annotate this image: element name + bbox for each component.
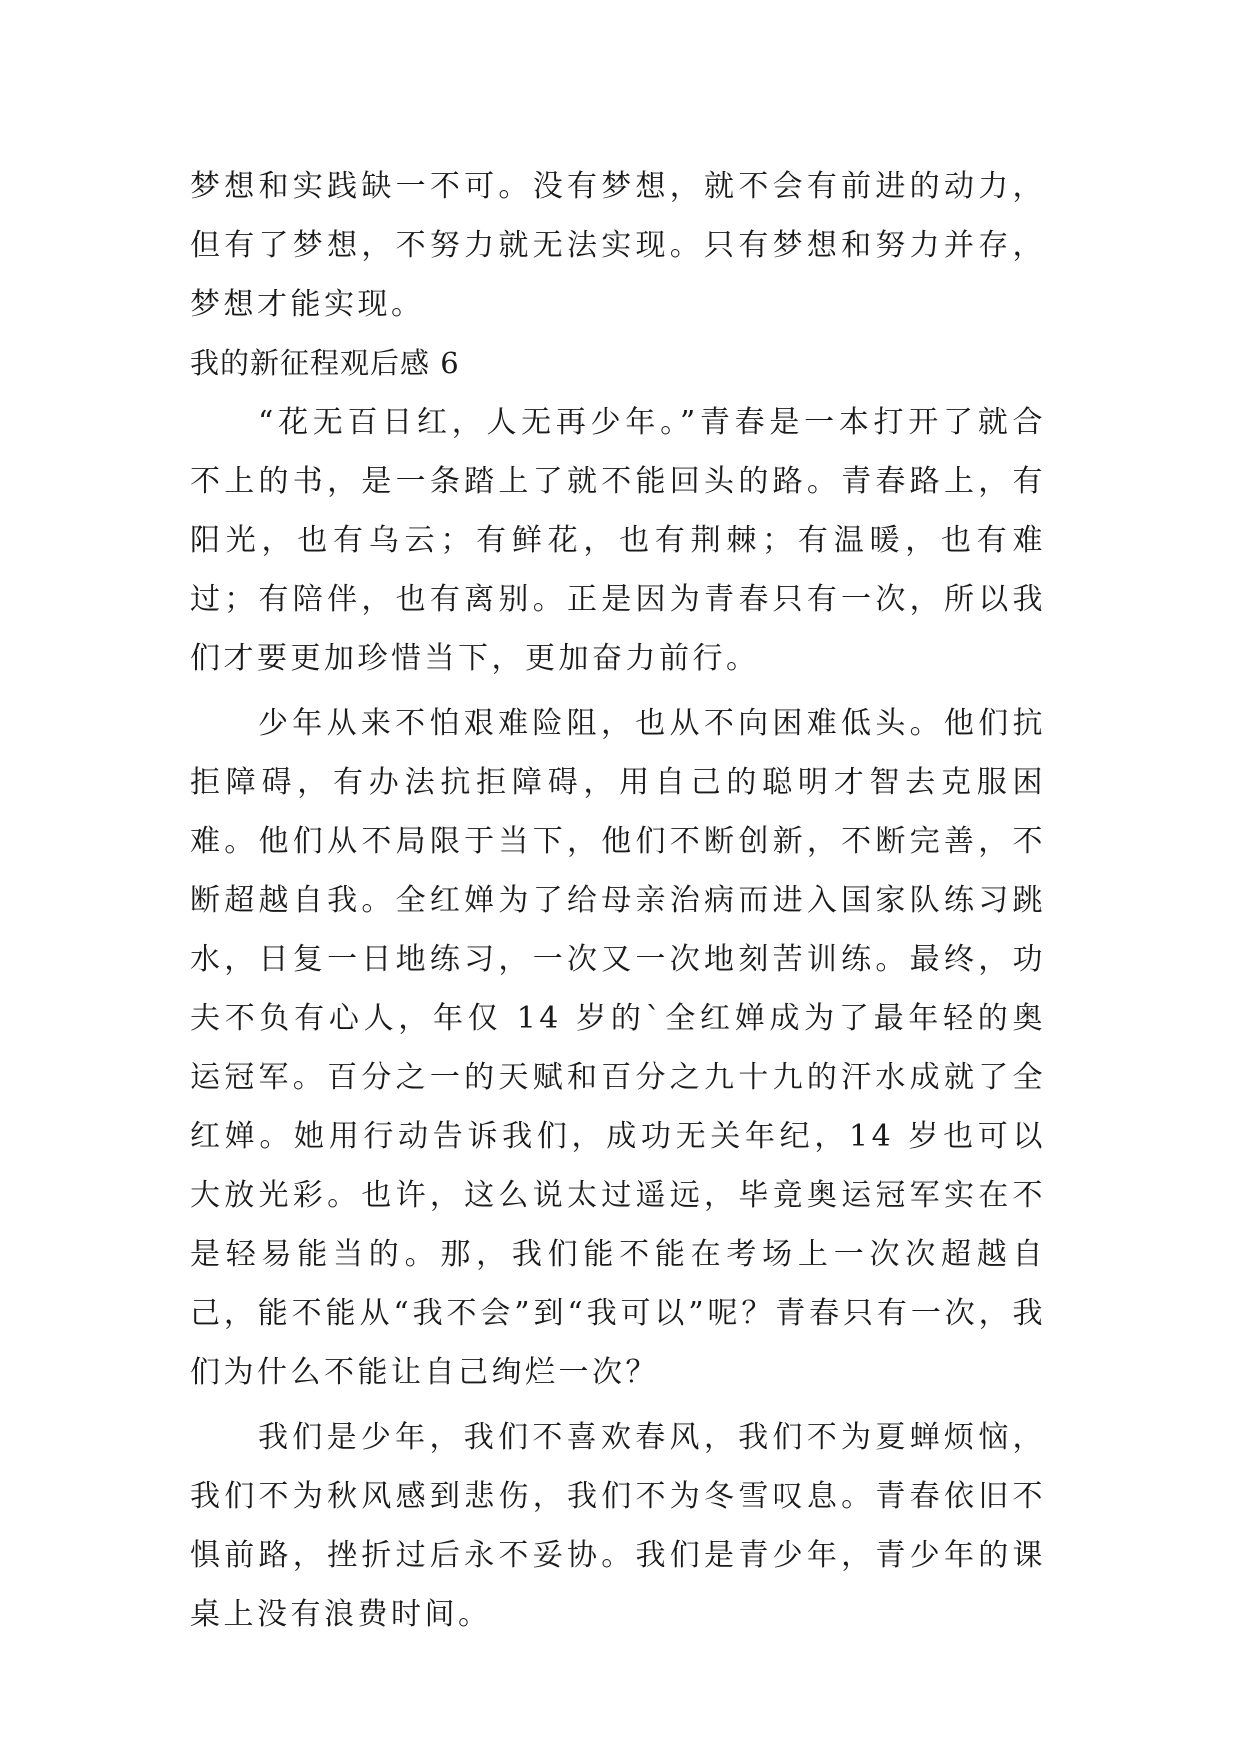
paragraph-we-are-young: 我们是少年，我们不喜欢春风，我们不为夏蝉烦恼，我们不为秋风感到悲伤，我们不为冬雪叹息。青春依旧不惧前路，挫折过后永不妥协。我们是青少年，青少年的课桌上没有浪费时间。 xyxy=(190,1420,1046,1632)
document-body xyxy=(190,157,1046,1644)
paragraph-youth: “花无百日红，人无再少年。”青春是一本打开了就合不上的书，是一条踏上了就不能回头的路。青春路上，有阳光，也有乌云；有鲜花，也有荆棘；有温暖，也有难过；有陪伴，也有离别。正是因为青春只有一次，所以我们才要更加珍惜当下，更加奋力前行。 xyxy=(190,405,1046,676)
section-heading: 我的新征程观后感 6 xyxy=(190,346,460,380)
paragraph-dream-practice: 梦想和实践缺一不可。没有梦想，就不会有前进的动力，但有了梦想，不努力就无法实现。只有梦想和努力并存，梦想才能实现。 xyxy=(190,169,1046,322)
paragraph-quan-hongchan: 少年从来不怕艰难险阻，也从不向困难低头。他们抗拒障碍，有办法抗拒障碍，用自己的聪明才智去克服困难。他们从不局限于当下，他们不断创新，不断完善，不断超越自我。全红婵为了给母亲治病而进入国家队练习跳水，日复一日地练习，一次又一次地刻苦训练。最终，功夫不负有心人，年仅 14 岁的`全红婵成为了最年轻的奥运冠军。百分之一的天赋和百分之九十九的汗水成就了全红婵。她用行动告诉我们，成功无关年纪，14 岁也可以大放光彩。也许，这么说太过遥远，毕竟奥运冠军实在不是轻易能当的。那，我们能不能在考场上一次次超越自己，能不能从“我不会”到“我可以”呢？青春只有一次，我们为什么不能让自己绚烂一次？ xyxy=(190,706,1046,1390)
